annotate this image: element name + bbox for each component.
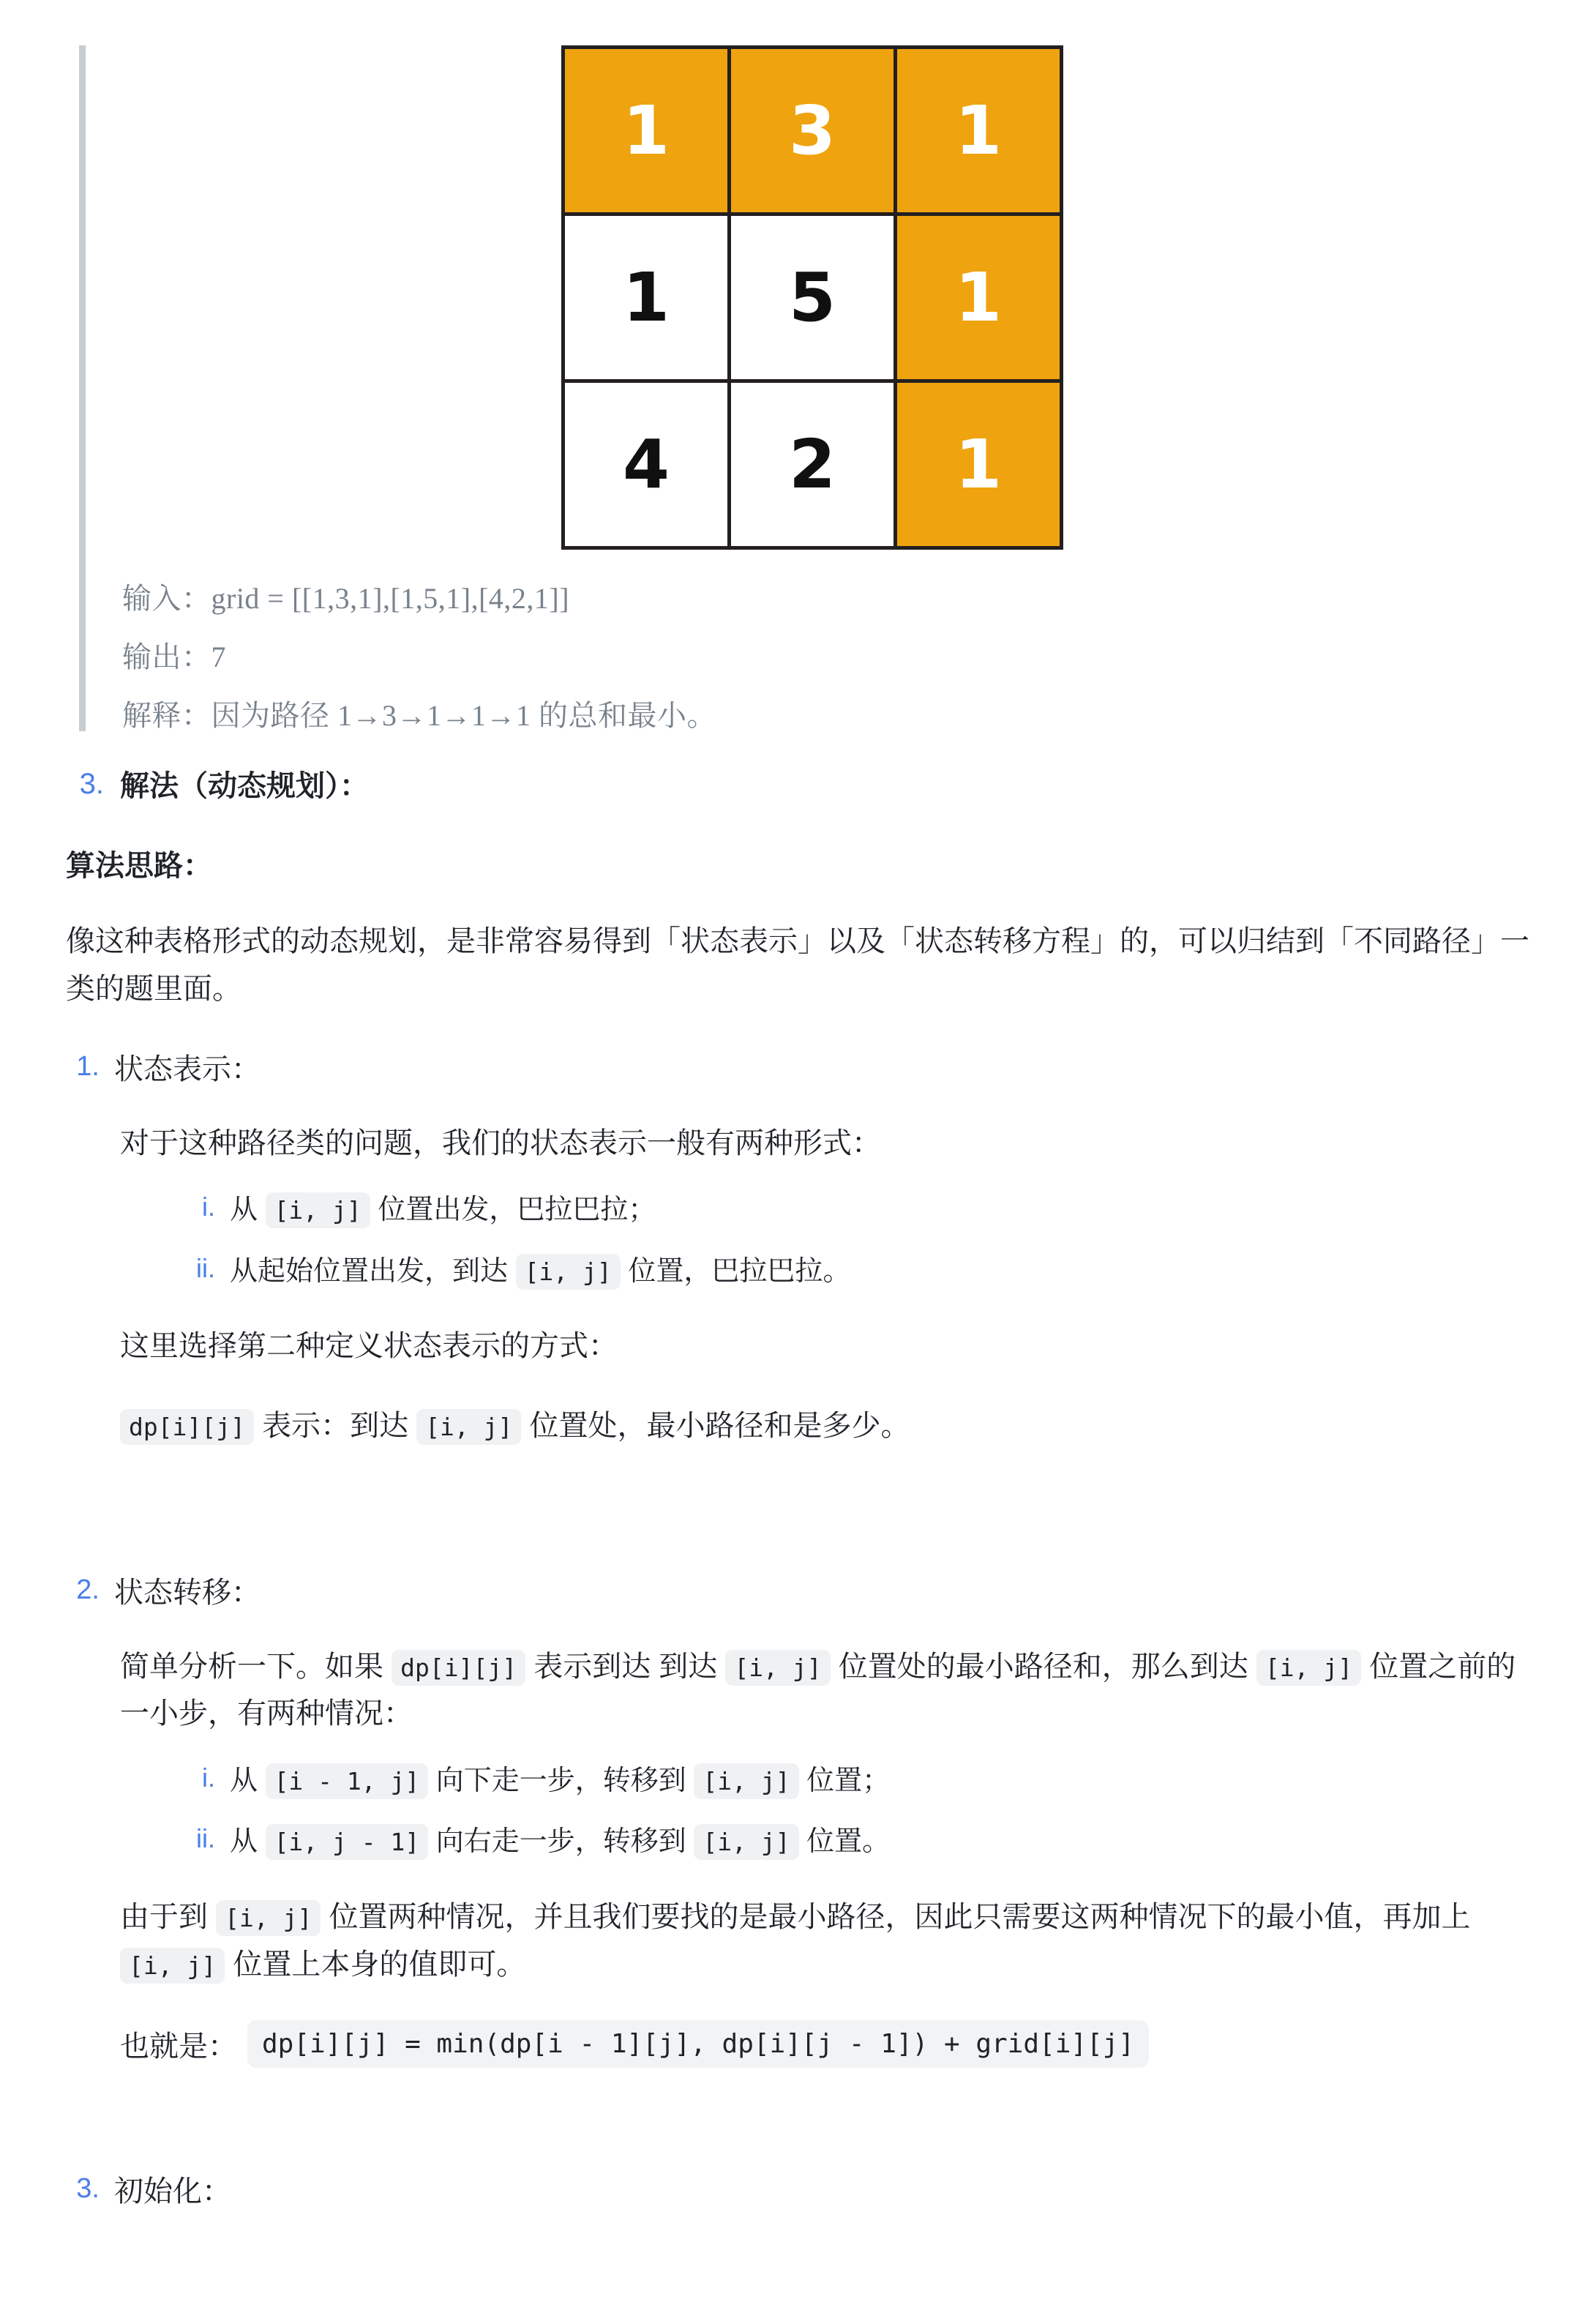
code-ij: [i, j]	[1256, 1650, 1361, 1686]
grid-row	[563, 381, 1062, 548]
p2-pre: 由于到	[120, 1900, 217, 1933]
state-representation-options	[120, 1192, 1530, 1290]
definition-mid: 表示：到达	[253, 1409, 417, 1442]
step-3-title: 初始化：	[114, 2175, 231, 2208]
code-ij: [i, j]	[694, 1824, 798, 1860]
option-ii	[177, 1253, 1530, 1290]
grid-cell-0-0: 1	[563, 48, 730, 214]
case-i-text	[230, 1763, 890, 1800]
code-ij: [i, j]	[120, 1948, 225, 1984]
step-2-paragraph-2	[120, 1894, 1530, 1989]
step-2-paragraph-1	[120, 1643, 1530, 1738]
p1-mid1: 表示到达 到达	[525, 1650, 726, 1683]
step-3-heading	[66, 2173, 1530, 2210]
code-ij: [i, j]	[725, 1650, 830, 1686]
transition-formula: dp[i][j] = min(dp[i - 1][j], dp[i][j - 1]) + grid[i][j]	[247, 2020, 1149, 2068]
option-i-text	[230, 1192, 656, 1229]
option-i-marker: i.	[202, 1192, 215, 1222]
p2-post: 位置上本身的值即可。	[225, 1948, 526, 1981]
step-state-transition	[66, 1574, 1530, 2069]
section-title: 解法（动态规划）：	[120, 770, 369, 802]
case-i-pre: 从	[230, 1765, 266, 1797]
p1-post: 位置之前的一小步，有两种情况：	[120, 1650, 1516, 1730]
grid-cell-2-0: 4	[563, 381, 730, 548]
option-ii-pre: 从起始位置出发，到达	[230, 1255, 516, 1287]
section-marker: 3.	[79, 768, 104, 800]
formula-label: 也就是：	[120, 2030, 237, 2063]
grid-cell-2-1: 2	[730, 381, 896, 548]
step-1-choice: 这里选择第二种定义状态表示的方式：	[120, 1329, 618, 1362]
code-ij: [i, j]	[516, 1254, 621, 1290]
step-1-intro: 对于这种路径类的问题，我们的状态表示一般有两种形式：	[120, 1126, 881, 1159]
grid-cell-1-0: 1	[563, 214, 730, 381]
step-1-heading	[66, 1051, 1530, 1088]
step-2-heading	[66, 1574, 1530, 1611]
example-blockquote	[79, 45, 1530, 731]
spacer	[66, 1450, 1530, 1536]
p1-mid2: 位置处的最小路径和，那么到达	[830, 1650, 1256, 1683]
p1-pre: 简单分析一下。如果	[120, 1650, 392, 1683]
code-dp-ij: dp[i][j]	[391, 1650, 525, 1686]
step-1-body	[120, 1120, 1530, 1450]
example-input-line: 输入：grid = [[1,3,1],[1,5,1],[4,2,1]]	[122, 582, 570, 615]
case-i-mid: 向下走一步，转移到	[428, 1765, 694, 1797]
step-initialization	[66, 2173, 1530, 2210]
section-heading-solution	[66, 768, 1530, 804]
p2-mid: 位置两种情况，并且我们要找的是最小路径，因此只需要这两种情况下的最小值，再加上	[321, 1900, 1471, 1933]
option-i-pre: 从	[230, 1195, 266, 1226]
transition-cases	[120, 1763, 1530, 1861]
step-1-definition	[120, 1402, 1530, 1450]
step-state-representation	[66, 1051, 1530, 1450]
document-page	[0, 45, 1596, 2210]
code-ij: [i, j]	[416, 1409, 521, 1445]
option-i	[177, 1192, 1530, 1229]
step-2-title: 状态转移：	[114, 1576, 261, 1609]
case-ii	[177, 1823, 1530, 1861]
option-i-post: 位置出发，巴拉巴拉；	[370, 1195, 656, 1226]
case-ii-mid: 向右走一步，转移到	[428, 1826, 694, 1858]
code-ij: [i, j]	[216, 1900, 321, 1936]
min-path-grid	[561, 45, 1063, 550]
grid-cell-0-2: 1	[896, 48, 1062, 214]
case-ii-post: 位置。	[798, 1826, 891, 1858]
option-ii-marker: ii.	[196, 1252, 215, 1283]
grid-cell-2-2: 1	[896, 381, 1062, 548]
subheading-algorithm-idea: 算法思路：	[66, 850, 212, 882]
grid-cell-1-1: 5	[730, 214, 896, 381]
grid-row	[563, 48, 1062, 214]
case-ii-marker: ii.	[196, 1823, 215, 1854]
grid-row	[563, 214, 1062, 381]
definition-post: 位置处，最小路径和是多少。	[521, 1409, 910, 1442]
step-2-marker: 2.	[76, 1574, 100, 1605]
example-output-line: 输出：7	[122, 640, 226, 673]
transition-formula-row	[120, 2020, 1530, 2068]
case-i	[177, 1763, 1530, 1800]
step-3-marker: 3.	[76, 2173, 100, 2205]
case-i-post: 位置；	[798, 1765, 891, 1797]
case-i-marker: i.	[202, 1763, 215, 1793]
grid-cell-1-2: 1	[896, 214, 1062, 381]
code-ij: [i, j]	[694, 1763, 798, 1799]
case-ii-text	[230, 1823, 890, 1861]
grid-cell-0-1: 3	[730, 48, 896, 214]
step-1-marker: 1.	[76, 1050, 100, 1082]
code-i-j-minus-1: [i, j - 1]	[266, 1824, 429, 1860]
step-2-body	[120, 1643, 1530, 2069]
option-ii-post: 位置，巴拉巴拉。	[620, 1255, 851, 1287]
case-ii-pre: 从	[230, 1826, 266, 1858]
code-i-minus-1-j: [i - 1, j]	[266, 1763, 429, 1799]
example-explain-line: 解释：因为路径 1→3→1→1→1 的总和最小。	[122, 699, 716, 732]
intro-paragraph: 像这种表格形式的动态规划，是非常容易得到「状态表示」以及「状态转移方程」的，可以归结到「不同路径」一类的题里面。	[66, 925, 1529, 1005]
grid-figure	[122, 45, 1530, 550]
code-dp-ij: dp[i][j]	[120, 1409, 254, 1445]
spacer	[66, 2068, 1530, 2135]
step-1-title: 状态表示：	[114, 1053, 261, 1085]
option-ii-text	[230, 1253, 850, 1290]
code-ij: [i, j]	[266, 1192, 370, 1228]
